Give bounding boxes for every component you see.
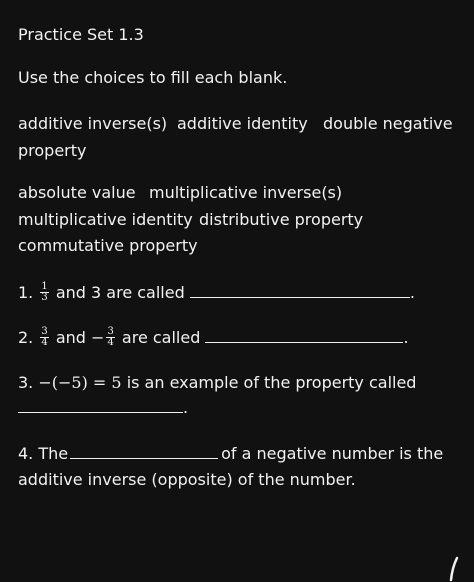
period: . xyxy=(409,283,415,302)
fraction-negative-three-fourths xyxy=(106,327,114,348)
answer-blank-4 xyxy=(70,444,218,459)
period: . xyxy=(403,328,409,347)
answer-blank-1 xyxy=(190,283,410,298)
choice-double-negative-property: property xyxy=(18,141,87,160)
question-text: 4. The xyxy=(18,444,69,463)
question-4 xyxy=(18,444,443,464)
fraction-denominator: 3 xyxy=(41,292,48,303)
choice-commutative-property: commutative property xyxy=(18,236,198,255)
question-text: are called xyxy=(121,328,201,347)
question-number: 3. xyxy=(18,373,34,392)
question-text: and 3 are called xyxy=(55,283,185,302)
choice-absolute-value: absolute value xyxy=(18,183,136,202)
math-expression: −(−5) = 5 xyxy=(38,373,122,392)
pen-stroke-mark xyxy=(448,556,462,582)
fraction-one-third xyxy=(40,282,48,303)
minus-sign: − xyxy=(91,328,105,347)
choice-double-negative: double negative xyxy=(323,114,453,133)
fraction-denominator: 4 xyxy=(41,337,48,348)
instructions: Use the choices to fill each blank. xyxy=(18,68,288,87)
question-2 xyxy=(18,328,409,349)
question-3 xyxy=(18,373,416,393)
question-number: 2. xyxy=(18,328,34,347)
choice-distributive-property: distributive property xyxy=(199,210,364,229)
choice-additive-inverse: additive inverse(s) xyxy=(18,114,168,133)
choice-multiplicative-identity: multiplicative identity xyxy=(18,210,193,229)
question-4-line-2: additive inverse (opposite) of the number. xyxy=(18,470,356,489)
answer-blank-2 xyxy=(205,328,403,343)
page-title: Practice Set 1.3 xyxy=(18,25,144,44)
fraction-three-fourths xyxy=(40,327,48,348)
fraction-denominator: 4 xyxy=(107,337,114,348)
question-3-blank-line xyxy=(18,398,188,418)
and-text: and xyxy=(55,328,86,347)
choice-additive-identity: additive identity xyxy=(177,114,308,133)
question-text: is an example of the property called xyxy=(126,373,417,392)
fraction-numerator: 1 xyxy=(41,281,48,292)
question-text-continued: of a negative number is the xyxy=(221,444,444,463)
question-1 xyxy=(18,283,415,304)
choice-multiplicative-inverse: multiplicative inverse(s) xyxy=(149,183,343,202)
question-number: 1. xyxy=(18,283,34,302)
period: . xyxy=(183,398,189,417)
fraction-numerator: 3 xyxy=(41,326,48,337)
answer-blank-3 xyxy=(18,398,183,413)
fraction-numerator: 3 xyxy=(107,326,114,337)
